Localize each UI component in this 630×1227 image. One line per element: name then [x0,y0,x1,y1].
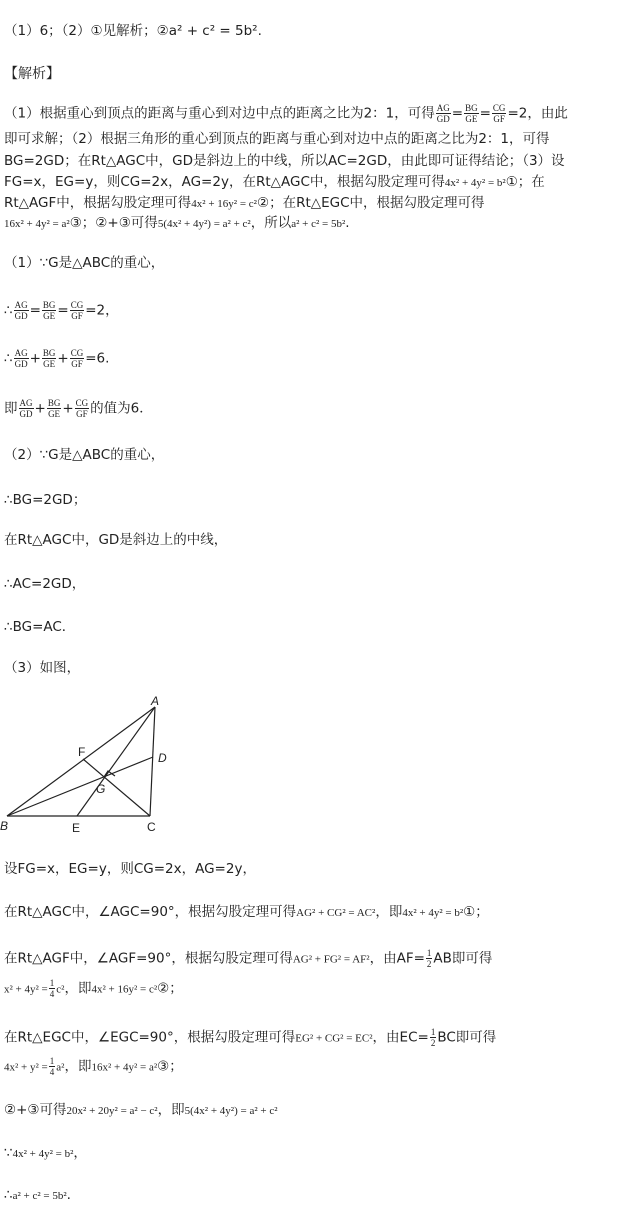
fraction-cg-gf: $\frac{CG}{GF}$ [75,398,89,419]
point-f-label: F [78,745,86,759]
formula: 20x² + 20y² = a² − c² [66,1105,158,1117]
point-b-label: B [0,819,9,833]
analysis-line-1: （1）根据重心到顶点的距离与重心到对边中点的距离之比为2：1，可得 $\frac{AG}{GD}$ = $\frac{BG}{GE}$ = $\frac{CG}{GF}$ =2，由此 [4,103,568,124]
fraction-ag-gd: $\frac{AG}{GD}$ [14,348,28,369]
fraction-half: $\frac{1}{2}$ [430,1027,436,1048]
fraction-half: $\frac{1}{2}$ [426,948,432,969]
formula: a² + c² = 5b² [12,1190,67,1202]
formula: 4x² + 16y² = c² [191,198,257,210]
part3-line-8: ②+③可得20x² + 20y² = a² − c²，即5(4x² + 4y²) = a² + c² [4,1102,278,1118]
part2-line-5: ∴BG=AC． [4,619,76,635]
part2-line-3: 在Rt△AGC中，GD是斜边上的中线， [4,532,228,548]
part3-line-6: 在Rt△EGC中，∠EGC=90°，根据勾股定理可得EG² + CG² = EC²，由EC= $\frac{1}{2}$ BC即可得 [4,1027,497,1048]
analysis-text: =2，由此 [507,105,568,122]
part3-line-1: （3）如图， [4,660,81,676]
point-e-label: E [72,821,81,835]
fraction-cg-gf: $\frac{CG}{GF}$ [70,300,84,321]
triangle-figure [0,695,180,840]
analysis-line-5: Rt△AGF中，根据勾股定理可得4x² + 16y² = c²②；在Rt△EGC中，根据勾股定理可得 [4,195,485,211]
formula: 16x² + 4y² = a² [4,218,70,230]
point-g-label: G [96,782,106,796]
fraction-cg-gf: $\frac{CG}{GF}$ [492,103,506,124]
answer-line [4,22,624,41]
part2-line-4: ∴AC=2GD， [4,576,86,592]
formula: 4x² + 4y² = b² [12,1148,74,1160]
formula: AG² + CG² = AC² [296,907,376,919]
formula: 4x² + 4y² = b² [402,907,464,919]
part1-line-2: ∴ $\frac{AG}{GD}$ = $\frac{BG}{GE}$ = $\frac{CG}{GF}$ =2， [4,300,119,321]
formula: a² + c² = 5b² [291,218,346,230]
formula: EG² + CG² = EC² [295,1032,373,1045]
formula: 5(4x² + 4y²) = a² + c² [157,218,251,230]
formula: 16x² + 4y² = a² [91,1061,158,1074]
part3-line-10: ∴a² + c² = 5b². [4,1187,71,1203]
formula: x² + 4y² = [4,983,48,996]
fraction-bg-ge: $\frac{BG}{GE}$ [47,398,61,419]
part3-line-2: 设FG=x，EG=y，则CG=2x，AG=2y， [4,861,256,877]
analysis-line-3: BG=2GD；在Rt△AGC中，GD是斜边上的中线，所以AC=2GD，由此即可证得结论；（3）设 [4,153,565,169]
analysis-line-6: 16x² + 4y² = a²③；②+③可得5(4x² + 4y²) = a² + c²，所以a² + c² = 5b². [4,215,350,231]
formula: AG² + FG² = AF² [292,953,370,966]
fraction-ag-gd: $\frac{AG}{GD}$ [14,300,28,321]
fraction-quarter: $\frac{1}{4}$ [49,1056,55,1077]
part3-line-9: ∵4x² + 4y² = b²， [4,1145,87,1161]
point-a-label: A [151,695,160,708]
point-c-label: C [147,820,156,834]
point-d-label: D [158,751,167,765]
formula: a² [56,1061,65,1074]
fraction-bg-ge: $\frac{BG}{GE}$ [42,348,56,369]
fraction-quarter: $\frac{1}{4}$ [49,978,55,999]
analysis-heading: 【解析】 [4,66,60,82]
fraction-ag-gd: $\frac{AG}{GD}$ [436,103,450,124]
fraction-bg-ge: $\frac{BG}{GE}$ [42,300,56,321]
formula: 4x² + 16y² = c² [91,983,158,996]
part3-line-7: 4x² + y² = $\frac{1}{4}$ a²，即16x² + 4y² = a²③； [4,1056,183,1077]
fraction-bg-ge: $\frac{BG}{GE}$ [465,103,478,124]
part3-line-5: x² + 4y² = $\frac{1}{4}$ c²，即4x² + 16y² = c²②； [4,978,183,999]
fraction-ag-gd: $\frac{AG}{GD}$ [19,398,33,419]
formula: c² [56,983,65,996]
part2-line-2: ∴BG=2GD； [4,492,87,508]
analysis-line-4: FG=x，EG=y，则CG=2x，AG=2y，在Rt△AGC中，根据勾股定理可得4x² + 4y² = b²①；在 [4,174,545,190]
formula: 5(4x² + 4y²) = a² + c² [184,1105,278,1117]
part1-line-3: ∴ $\frac{AG}{GD}$ + $\frac{BG}{GE}$ + $\frac{CG}{GF}$ =6. [4,348,110,369]
part1-line-1: （1）∵G是△ABC的重心， [4,255,165,271]
formula: 4x² + 4y² = b² [444,177,506,189]
analysis-line-2: 即可求解；（2）根据三角形的重心到顶点的距离与重心到对边中点的距离之比为2：1，可得 [4,131,550,147]
part3-line-3: 在Rt△AGC中，∠AGC=90°，根据勾股定理可得AG² + CG² = AC²，即4x² + 4y² = b²①； [4,904,489,920]
analysis-text: （1）根据重心到顶点的距离与重心到对边中点的距离之比为2：1，可得 [4,105,435,122]
formula: 4x² + y² = [4,1061,48,1074]
fraction-cg-gf: $\frac{CG}{GF}$ [70,348,84,369]
part2-line-1: （2）∵G是△ABC的重心， [4,447,165,463]
part3-line-4: 在Rt△AGF中，∠AGF=90°，根据勾股定理可得AG² + FG² = AF²，由AF= $\frac{1}{2}$ AB即可得 [4,948,493,969]
part1-line-4: 即 $\frac{AG}{GD}$ + $\frac{BG}{GE}$ + $\frac{CG}{GF}$ 的值为6． [4,398,153,419]
answer-text: （1）6；（2）①见解析；②a² + c² = 5b². [4,23,262,39]
